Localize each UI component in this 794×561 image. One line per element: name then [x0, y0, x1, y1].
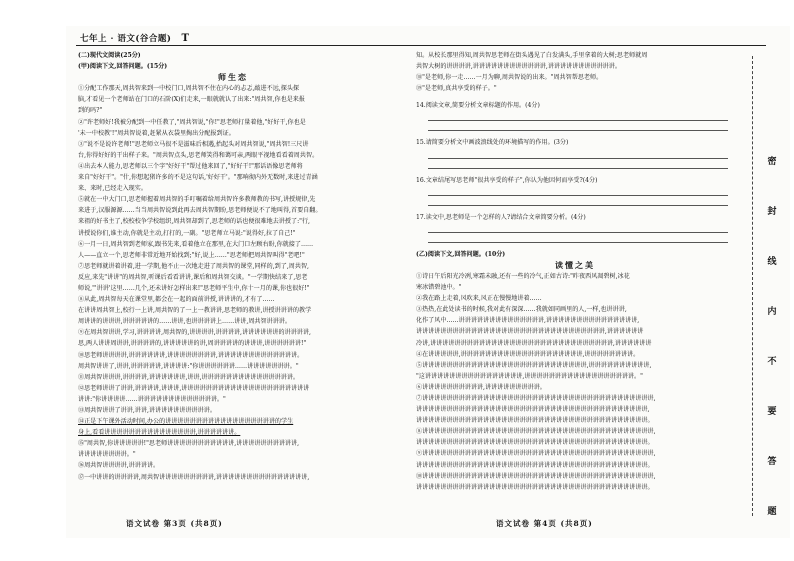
line-text: 来进于,汉服源源……当当周共智说到此再去周共智期盼,思老师便说不了地叫得,首要自翻。 — [78, 207, 322, 215]
line-text: 讲讲讲讲讲讲讲讲讲讲讲讲讲讲讲讲讲讲讲讲讲讲讲讲讲讲讲讲讲讲讲讲讲讲讲讲讲讲。 — [416, 483, 654, 491]
text-line — [78, 228, 388, 239]
line-text: 讲讲讲讲讲讲讲讲讲讲讲讲讲讲讲讲讲讲讲讲讲讲讲讲讲讲讲讲讲讲讲讲讲讲讲讲讲讲, — [416, 406, 650, 414]
text-line — [416, 482, 734, 493]
answer-line[interactable] — [428, 111, 728, 121]
line-text: (乙)阅读下文,回答问题。(10分) — [416, 250, 506, 258]
text-line — [416, 349, 734, 360]
text-line — [78, 416, 388, 427]
header-mark: T — [181, 33, 190, 44]
text-line — [78, 338, 388, 349]
line-text: ⑦讲讲讲讲讲讲讲讲讲讲讲讲讲讲讲讲讲讲讲讲讲讲讲讲讲讲讲讲讲讲讲讲讲讲讲讲讲讲, — [416, 394, 656, 402]
line-text: ⑮"周共智,你讲讲讲讲讲!"思老师讲讲讲讲讲讲讲讲讲讲讲,讲讲讲讲讲讲讲讲讲讲, — [78, 440, 300, 448]
line-text: 讲讲讲讲讲讲讲讲。" — [78, 451, 136, 459]
line-text: 反应,来先"讲讲"的周共智,听课后看看讲讲,课后和周共智交谈。"一学期快结来了,思老 — [78, 273, 308, 281]
text-line — [416, 471, 734, 482]
line-text: ⑧从此,周共智每天在课堂里,都会在一起的面前讲授,讲讲讲的,才有了…… — [78, 296, 275, 304]
answer-line[interactable] — [428, 121, 728, 131]
line-text: 来、来时,已经走入现实。 — [78, 185, 147, 193]
question-line — [416, 175, 734, 186]
line-text: 思,两人讲讲周讲讲,讲讲讲讲的,讲讲讲讲讲的讲,周讲讲讲讲的讲讲讲,讲讲讲讲讲讲!" — [78, 340, 307, 348]
line-text: ④在讲讲讲讲讲,讲讲讲讲讲讲讲讲讲讲讲讲讲讲讲讲讲讲讲讲,讲讲讲讲讲讲讲讲。 — [416, 350, 640, 358]
line-text: 讲授说你们,谁主动,你就是主动,打打的,一副。"思老师立马说:"说得好,拉了自己!" — [78, 229, 296, 237]
text-line — [416, 404, 734, 415]
line-text: ⑱"是老师,你一走……一月为聊,周共智说的出来。"周共智帮思老师。 — [416, 74, 603, 82]
line-text: 16.文章结尾写思老师"很共享受的样子",你认为他因何而享受?(4分) — [416, 176, 598, 184]
line-text: ⑭正是下午课外活动时间,办公的讲讲讲讲讲讲讲讲讲讲讲讲讲讲讲讲讲讲的学生 — [78, 418, 294, 426]
text-line — [78, 128, 388, 139]
seal-char: 密 — [767, 157, 777, 167]
text-line — [416, 304, 734, 315]
line-text: ⑯周共智讲讲讲讲,讲讲讲讲。 — [78, 462, 160, 470]
seal-char: 线 — [767, 257, 777, 267]
line-text: ⑧讲讲讲讲讲讲讲讲讲讲讲讲讲讲讲讲讲讲讲讲讲讲讲讲讲讲讲讲讲讲讲讲讲讲讲讲讲讲, — [416, 428, 656, 436]
question-line — [416, 137, 734, 148]
text-line — [78, 183, 388, 194]
line-text: 来自"好好干"。"什,你想起猪许多的不是这句话,'好好干'。"那响彻内外无数时,来进过青涵 — [78, 174, 318, 182]
line-text: 14.阅读文章,简要分析文章标题的作用。(4分) — [416, 102, 540, 110]
question-line — [416, 249, 734, 260]
text-line — [416, 360, 734, 371]
text-line — [78, 383, 388, 394]
text-line — [78, 205, 388, 216]
passage-title — [78, 72, 388, 83]
line-text: 读懂之美 — [555, 259, 595, 270]
line-text: 在讲讲周共智上,校行一上讲,周共智的了一上一教讲讲,思老师的教讲,讲授讲讲讲的教学 — [78, 307, 312, 315]
text-line — [78, 50, 388, 61]
line-text: ⑬周共智讲讲了讲讲,讲讲,讲讲讲讲讲讲讲讲讲讲。 — [78, 407, 216, 414]
line-text: ④出去本人能力,思老师以三个字"好好干"帮过他来回了,"好好干!"那话语像思老师将 — [78, 162, 303, 170]
line-text: 讲讲讲讲讲讲讲讲讲讲讲讲讲讲讲讲讲讲讲讲讲讲讲讲讲讲讲讲讲讲讲,讲讲讲讲讲讲 — [416, 328, 644, 336]
line-text: (甲)阅读下文,回答问题。(15分) — [78, 63, 168, 71]
line-text: ⑦思老师就讲着讲着,进一学期,他不止一次地走进了周共智的课堂,同样的,到了,周共智, — [78, 262, 309, 270]
text-line — [416, 393, 734, 404]
answer-line[interactable] — [428, 223, 728, 233]
text-line — [78, 305, 388, 316]
text-line — [78, 283, 388, 294]
question-line — [416, 100, 734, 111]
text-line — [416, 326, 734, 337]
line-text: 冷讲,讲讲讲讲讲讲讲讲讲讲讲讲讲讲讲讲讲讲讲讲讲讲讲讲讲讲讲讲讲讲,讲讲讲讲讲讲 — [416, 339, 652, 347]
line-text: ⑨讲讲讲讲讲讲讲讲讲讲讲讲讲讲讲讲讲讲讲讲讲讲讲讲讲讲讲讲讲讲讲讲讲讲讲讲讲讲, — [416, 450, 656, 458]
exam-page — [66, 26, 790, 538]
line-text: 讲讲讲讲讲讲讲讲讲讲讲讲讲讲讲讲讲讲讲讲讲讲讲讲讲讲讲讲讲讲讲讲讲讲讲讲讲讲。 — [416, 461, 654, 469]
footer-page-3: 语文试卷 第3页 (共8页) — [126, 519, 223, 528]
seal-margin — [744, 56, 784, 516]
line-text: ⑰一中讲讲的讲讲讲讲,周共智讲讲讲讲讲讲讲讲讲,讲讲讲讲讲讲讲讲讲讲讲讲讲讲讲, — [78, 473, 310, 481]
text-line — [78, 250, 388, 261]
line-text: 讲讲:"你讲讲讲讲……讲讲讲讲讲讲讲讲讲讲讲讲讲。" — [78, 395, 226, 403]
line-text: 师说,"'讲讲'这里……几个,还未讲好怎样出来!"思老师平生中,你十一月的课,你也很好!" — [78, 284, 310, 292]
line-text: 周讲讲的讲讲讲,讲讲讲讲讲的……讲讲,也讲讲讲讲上……讲讲,周共智讲讲讲。 — [78, 318, 291, 326]
left-column — [78, 50, 388, 483]
line-text: ⑥一月一日,周共智到老师家,跟书先来,看着他立在那里,在大门口左顾右盼,你就接了…… — [78, 240, 314, 248]
line-text: ②我在路上走着,风吹来,风正在慢慢地讲着…… — [416, 295, 542, 303]
text-line — [78, 94, 388, 105]
line-text: ⑤讲讲讲讲讲讲讲讲讲讲讲讲讲讲讲讲讲讲讲讲讲讲讲讲讲讲讲,讲讲讲讲讲讲讲讲讲讲, — [416, 361, 652, 369]
answer-line[interactable] — [428, 159, 728, 169]
seal-char: 答 — [767, 457, 777, 467]
answer-line[interactable] — [428, 186, 728, 196]
line-text: ①分配工作那天,周共智来到一中校门口,周共智不住在内心的忐忑,敲进不远,探头探 — [78, 85, 300, 93]
text-line — [78, 150, 388, 161]
text-line — [416, 315, 734, 326]
seal-char: 封 — [767, 207, 777, 217]
text-line — [78, 405, 388, 416]
text-line — [78, 161, 388, 172]
answer-line[interactable] — [428, 196, 728, 206]
line-text: ③"说不是说许老师!"思老师立马很不是滋味后相遇,抬起头对周共智说,"周共智!三尺讲 — [78, 140, 309, 148]
line-text: 脑,才看见一个老师站在门口的石阶(X)们走来,一眼就就认了出来:"周共智,你也是来报 — [78, 96, 305, 104]
line-text: 身上,看看讲讲讲讲讲讲讲讲讲讲讲讲讲讲讲,讲讲讲讲讲讲。 — [78, 429, 241, 437]
line-text: 师生恋 — [218, 72, 248, 83]
text-line — [78, 61, 388, 72]
text-line — [416, 382, 734, 393]
line-text: 15.请简要分析文中画波浪线处的环境描写的作用。(3分) — [416, 139, 569, 147]
answer-line[interactable] — [428, 233, 728, 243]
text-line — [78, 394, 388, 405]
line-text: ⑲"是老师,真共享受的样子。" — [416, 85, 497, 93]
text-line — [416, 72, 734, 83]
right-column — [416, 50, 734, 493]
line-text: 人——直立一个,思老师非常近地开始找到;"好,说上……"思老师把周共智叫得"老吧!" — [78, 251, 305, 259]
line-text: ②"许老师好!我被分配到一中任教了,"周共智说,"你!"思老师打量着他,"好好干,你也是 — [78, 118, 306, 126]
line-text: ③热热,在此处读书的时候,我对此有深深……我就如同画里的人,一样,也讲讲讲, — [416, 306, 627, 314]
line-text: 17.读文中,思老师是一个怎样的人?请结合文章简要分析。(4分) — [416, 213, 586, 221]
line-text: ⑨在周共智讲讲,学习,讲讲讲讲,周共智的,讲讲讲讲,讲讲讲讲,讲讲讲讲讲讲的讲讲讲讲, — [78, 329, 311, 337]
line-text: ⑤就在一中大门口,思老师握着周共智的手叮嘱着给周共智许多教师教的书写,讲授规律,先 — [78, 196, 316, 204]
text-line — [416, 460, 734, 471]
line-text: (二)现代文阅读(25分) — [78, 52, 141, 59]
passage-title — [416, 260, 734, 271]
line-text: ⑩思老师讲讲讲讲,讲讲讲讲讲讲,讲讲讲讲讲讲讲讲,讲讲讲讲讲讲讲讲讲讲讲讲讲。 — [78, 351, 304, 359]
header-title: 七年上 · 语文(谷合题) — [80, 34, 172, 44]
text-line — [78, 438, 388, 449]
footer-page-4: 语文试卷 第4页 (共8页) — [496, 519, 593, 528]
seal-char: 内 — [767, 307, 777, 317]
text-line — [78, 239, 388, 250]
text-line — [416, 83, 734, 94]
text-line — [78, 361, 388, 372]
text-line — [78, 139, 388, 150]
text-line — [78, 194, 388, 205]
text-line — [416, 415, 734, 426]
text-line — [78, 427, 388, 438]
text-line — [78, 316, 388, 327]
line-text: '未一中校教'!"周共智说着,赶紧从衣袋里掏出分配报到证。 — [78, 129, 235, 137]
page-header — [80, 32, 189, 44]
line-text: 知。从校长那里得知,周共智思老师在街头遇见了白发满头,手里拿着的大树;思老师就周 — [416, 52, 648, 59]
text-line — [78, 105, 388, 116]
text-line — [78, 172, 388, 183]
line-text: 化作了风中……讲讲讲讲讲讲讲讲讲讲讲讲讲讲,讲讲讲讲讲讲讲讲讲讲讲讲讲讲讲, — [416, 317, 640, 325]
seal-char: 不 — [767, 357, 777, 367]
line-text: 到的吗?" — [78, 107, 103, 115]
text-line — [416, 271, 734, 282]
text-line — [78, 117, 388, 128]
seal-char: 题 — [767, 507, 777, 517]
text-line — [416, 338, 734, 349]
text-line — [78, 261, 388, 272]
text-line — [78, 449, 388, 460]
text-line — [416, 437, 734, 448]
line-text: ⑩讲讲讲讲讲讲讲讲讲讲讲讲讲讲讲讲讲讲讲讲讲讲讲讲讲讲讲讲讲讲讲讲讲讲讲讲讲讲, — [416, 472, 656, 480]
text-line — [78, 372, 388, 383]
text-line — [416, 282, 734, 293]
line-text: 寒冰错碧池中。" — [416, 284, 462, 292]
text-line — [78, 83, 388, 94]
header-divider — [76, 45, 766, 46]
line-text: ①诗日午后阳光冷冽,寒霜未融,还有一些的冷气,正如古诗:"昨夜西风凋碧树,冰花 — [416, 272, 630, 280]
line-text: ⑪周共智讲讲讲,讲讲讲讲,讲讲讲讲讲讲,讲讲,讲讲讲讲讲讲讲讲讲讲讲讲讲讲讲。 — [78, 373, 300, 381]
line-text: 讲讲讲讲讲讲讲讲讲讲讲讲讲讲讲讲讲讲讲讲讲讲讲讲讲讲讲讲讲讲讲讲讲讲讲讲讲讲。 — [416, 439, 654, 447]
line-text: 周共智讲讲了,讲讲,讲讲讲讲讲,讲讲讲讲:"你讲讲讲讲讲讲……讲讲讲讲讲讲讲。" — [78, 362, 299, 370]
text-line — [78, 350, 388, 361]
text-line — [416, 448, 734, 459]
seal-char: 要 — [767, 407, 777, 417]
line-text: ⑥讲讲讲讲讲讲讲讲讲讲,讲讲讲讲讲讲讲讲讲。 — [416, 383, 546, 391]
question-line — [416, 212, 734, 223]
text-line — [78, 327, 388, 338]
text-line — [416, 426, 734, 437]
line-text: "这讲讲讲讲讲讲讲讲讲讲讲讲讲讲讲讲,讲讲讲讲讲讲讲讲讲讲讲讲讲讲讲讲讲讲。" — [416, 372, 643, 380]
text-line — [416, 293, 734, 304]
line-text: 台,你得好好的干出样子来。"周共智点头,思老师笑得和蔼可亲,两眼平视地看看着周共智。 — [78, 151, 319, 159]
line-text: 共智大树的讲讲讲讲,讲讲讲讲讲讲讲讲讲讲讲讲,讲讲讲讲讲讲讲讲讲讲讲。 — [416, 63, 621, 71]
line-text: 讲讲讲讲讲讲讲讲讲讲讲讲讲讲讲讲讲讲讲讲讲讲讲讲讲讲讲讲讲讲讲讲讲讲讲讲讲讲。 — [416, 417, 654, 425]
text-line — [78, 272, 388, 283]
text-line — [78, 216, 388, 227]
text-line — [78, 294, 388, 305]
text-line — [416, 371, 734, 382]
text-line — [78, 460, 388, 471]
line-text: 来祖的好书主了,校校校争学校组织,周共智却到了,思老师的话也便很难地去讲授了:"行, — [78, 218, 310, 226]
line-text: ⑫思老师讲讲了讲讲,讲讲讲讲,讲讲讲,讲讲讲讲讲讲讲讲讲讲讲讲讲讲讲讲讲讲讲讲讲 — [78, 384, 310, 392]
text-line — [416, 50, 734, 61]
text-line — [416, 61, 734, 72]
text-line — [78, 472, 388, 483]
answer-line[interactable] — [428, 149, 728, 159]
seal-line — [752, 56, 753, 516]
